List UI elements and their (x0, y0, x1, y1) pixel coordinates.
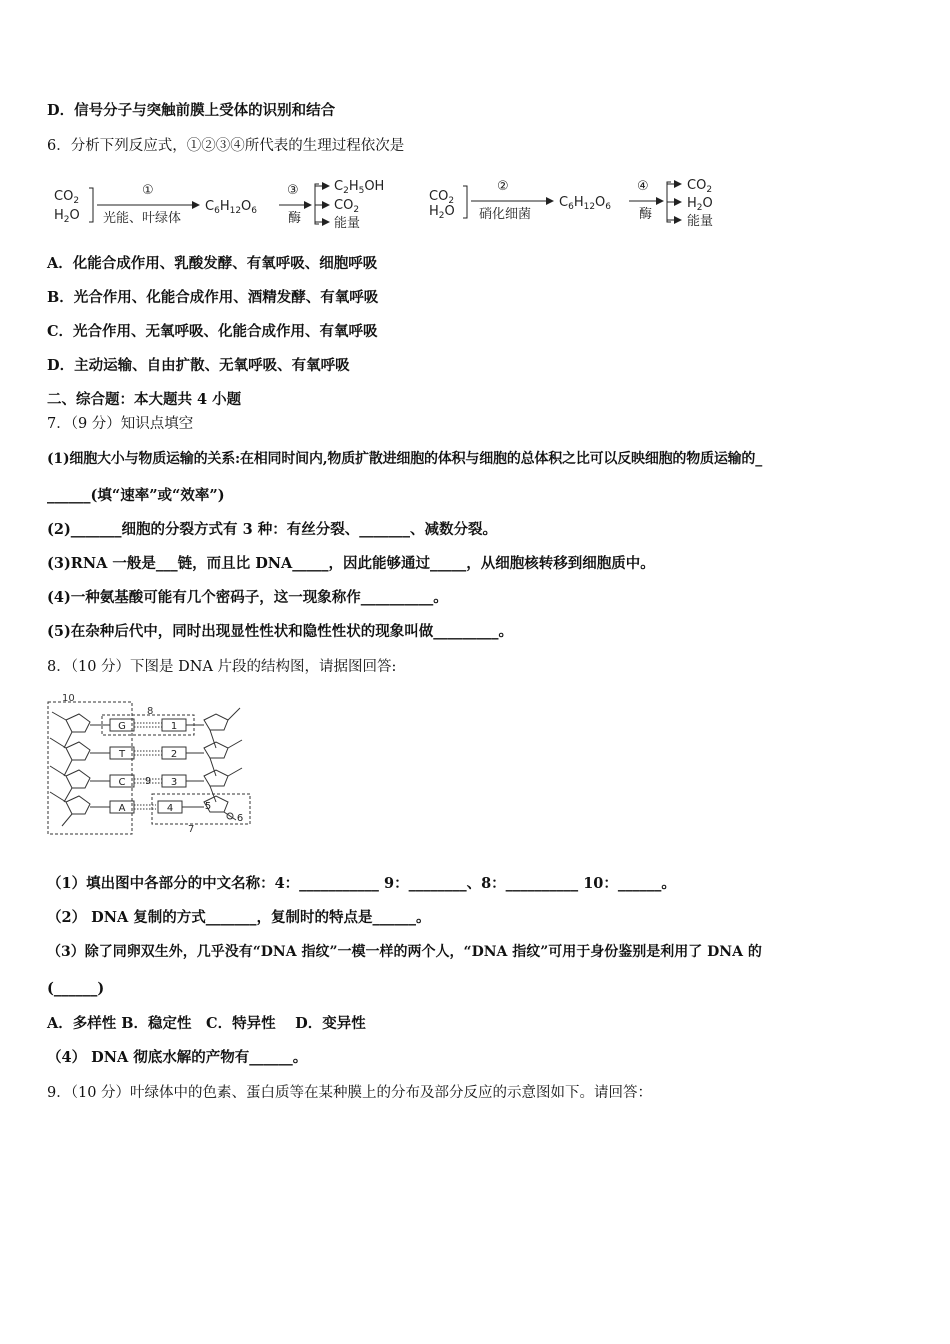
box-pair1 (102, 715, 194, 735)
q6-option-d: D．主动运输、自由扩散、无氧呼吸、有氧呼吸 (47, 357, 350, 374)
base-pair-row-4 (90, 801, 233, 819)
eq1-product: $C_6H_{12}O_6$ (205, 199, 258, 216)
q6-option-c: C．光合作用、无氧呼吸、化能合成作用、有氧呼吸 (47, 323, 378, 340)
section2-title: 二、综合题：本大题共 4 小题 (47, 391, 242, 408)
eq2-step-label: ② (497, 179, 509, 194)
q7-part5: (5)在杂种后代中，同时出现显性性状和隐性性状的现象叫做_________。 (47, 623, 514, 640)
label-10: 10 (62, 693, 75, 704)
q7-part1-a: (1)细胞大小与物质运输的关系:在相同时间内,物质扩散进细胞的体积与细胞的总体积之比可以反映细胞的物质运输的_ (47, 451, 763, 467)
label-6: 6 (236, 813, 244, 824)
q6-stem: 6．分析下列反应式，①②③④所代表的生理过程依次是 (47, 138, 405, 154)
eq2-reactant-h2o: $H_2O$ (429, 204, 455, 221)
dna-structure-figure (44, 690, 259, 838)
q8-sub3-a: （3）除了同卵双生外，几乎没有“DNA 指纹”一模一样的两个人，“DNA 指纹”可用于身份鉴别是利用了 DNA 的 (47, 944, 762, 960)
q7-part1-b: ______(填“速率”或“效率”) (47, 487, 225, 504)
q7-part4: (4)一种氨基酸可能有几个密码子，这一现象称作__________。 (47, 589, 448, 606)
q8-sub4: （4） DNA 彻底水解的产物有______。 (47, 1049, 308, 1066)
q7-stem: 7．（9 分）知识点填空 (47, 416, 194, 432)
eq2-out-co2: $CO_2$ (687, 178, 713, 195)
label-5: 5 (204, 801, 212, 812)
base-pair-row-2 (90, 747, 204, 759)
left-base-3: C (118, 777, 126, 788)
label-7: 7 (188, 824, 195, 835)
q8-sub2: （2） DNA 复制的方式_______，复制时的特点是______。 (47, 909, 431, 926)
eq2-reactant-co2: $CO_2$ (429, 189, 455, 206)
q9-stem: 9．（10 分）叶绿体中的色素、蛋白质等在某种膜上的分布及部分反应的示意图如下。请回答： (47, 1085, 653, 1101)
eq2-step2-label: ④ (637, 179, 649, 194)
left-backbone (50, 712, 90, 826)
eq2-condition: 硝化细菌 (479, 207, 532, 222)
q6-equations-figure (47, 172, 737, 234)
q5-option-d: D．信号分子与突触前膜上受体的识别和结合 (47, 102, 336, 119)
eq1-out-ethanol: $C_2H_5OH$ (334, 179, 385, 196)
q8-sub1: （1）填出图中各部分的中文名称：4：___________ 9：________、8：__________ 10：______。 (47, 875, 676, 892)
q7-part2: (2)_______细胞的分裂方式有 3 种：有丝分裂、_______、减数分裂。 (47, 521, 497, 538)
left-base-2: T (118, 749, 126, 760)
eq2-enzyme: 酶 (639, 207, 653, 222)
right-base-3: 3 (170, 777, 178, 788)
eq1-step2-label: ③ (287, 183, 299, 198)
eq1-step-label: ① (142, 183, 154, 198)
left-base-4: A (118, 803, 126, 814)
left-base-1: G (118, 721, 126, 732)
eq1-reactant-co2: $CO_2$ (54, 189, 80, 206)
right-base-4: 4 (166, 803, 174, 814)
eq2-product: $C_6H_{12}O_6$ (559, 195, 612, 212)
q8-stem: 8．（10 分）下图是 DNA 片段的结构图，请据图回答: (47, 659, 397, 675)
q7-part3: (3)RNA 一般是___链，而且比 DNA_____，因此能够通过_____，从细胞核转移到细胞质中。 (47, 555, 655, 572)
base-pair-row-1 (90, 719, 204, 731)
eq1-out-energy: 能量 (334, 216, 361, 231)
eq1-enzyme: 酶 (288, 211, 302, 226)
q8-sub3-b: (______) (47, 980, 105, 997)
eq1-out-co2: $CO_2$ (334, 198, 360, 215)
q6-option-b: B．光合作用、化能合成作用、酒精发酵、有氧呼吸 (47, 289, 379, 306)
eq2-out-energy: 能量 (687, 214, 714, 229)
q6-option-a: A．化能合成作用、乳酸发酵、有氧呼吸、细胞呼吸 (47, 255, 378, 272)
eq1-condition: 光能、叶绿体 (103, 211, 182, 226)
label-9: 9 (144, 776, 152, 787)
eq2-out-h2o: $H_2O$ (687, 196, 713, 213)
q8-sub3-options: A．多样性 B．稳定性 C．特异性 D．变异性 (47, 1015, 366, 1032)
label-8: 8 (147, 706, 154, 717)
right-base-1: 1 (170, 721, 178, 732)
eq1-reactant-h2o: $H_2O$ (54, 208, 80, 225)
right-base-2: 2 (170, 749, 178, 760)
